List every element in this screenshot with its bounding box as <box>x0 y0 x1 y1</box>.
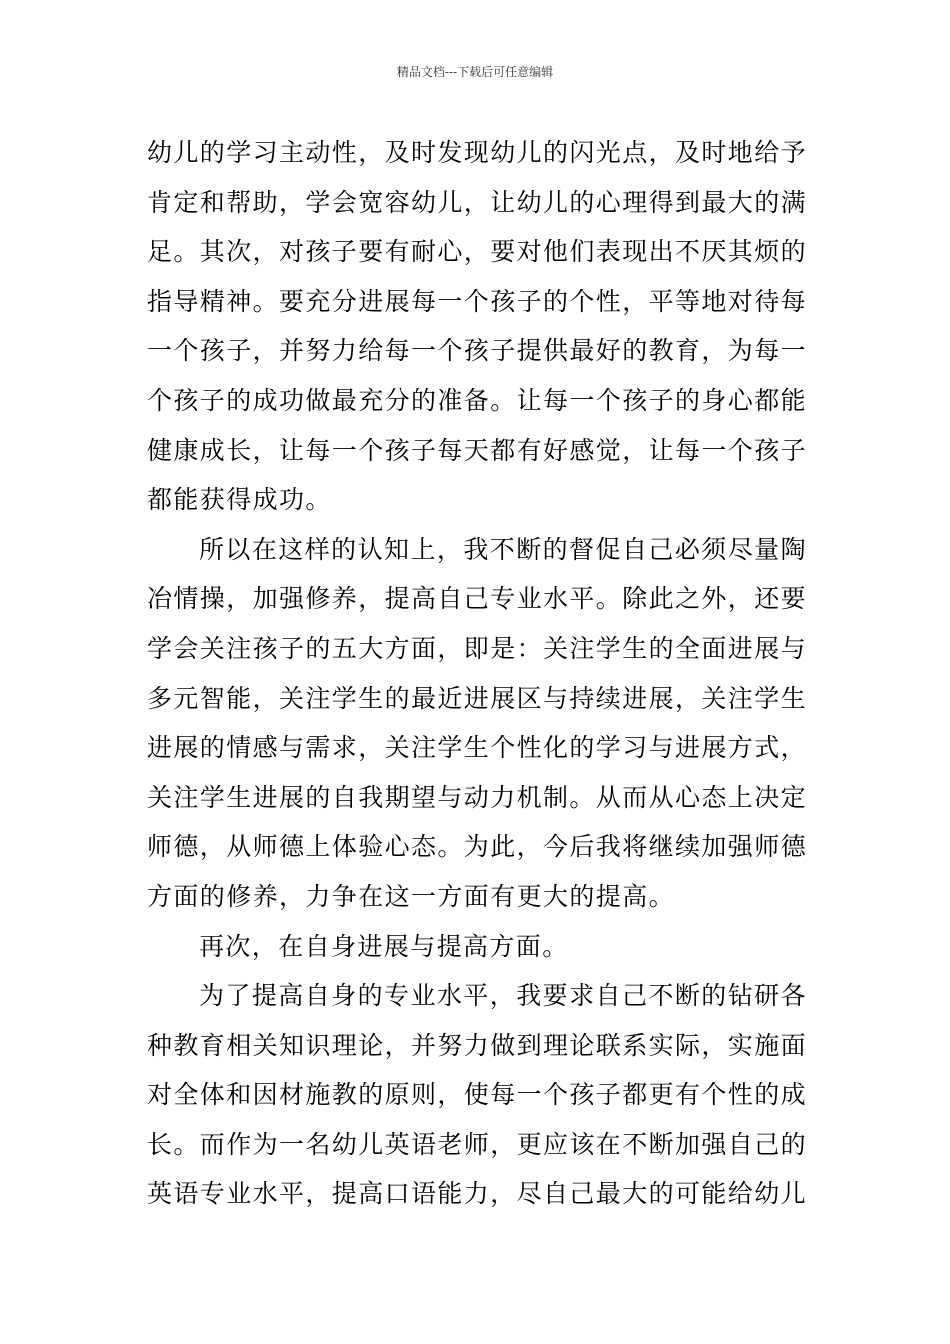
page-header: 精品文档---下载后可任意编辑 <box>396 65 554 79</box>
paragraph-3: 再次，在自身进展与提高方面。 <box>199 931 569 961</box>
paragraph-2: 所以在这样的认知上，我不断的督促自己必须尽量陶冶情操，加强修养，提高自己专业水平。除此之外，还要学会关注孩子的五大方面，即是：关注学生的全面进展与多元智能，关注学生的最近进展区与持续进展，关注学生进展的情感与需求，关注学生个性化的学习与进展方式，关注学生进展的自我期望与动力机制。从而从心态上决定师德，从师德上体验心态。为此，今后我将继续加强师德方面的修养，力争在这一方面有更大的提高。 <box>147 534 808 911</box>
paragraph-4: 为了提高自身的专业水平，我要求自己不断的钻研各种教育相关知识理论，并努力做到理论联系实际，实施面对全体和因材施教的原则，使每一个孩子都更有个性的成长。而作为一名幼儿英语老师，更应该在不断加强自己的英语专业水平，提高口语能力，尽自己最大的可能给幼儿 <box>147 981 808 1209</box>
document-body <box>147 128 807 1219</box>
paragraph-1: 幼儿的学习主动性，及时发现幼儿的闪光点，及时地给予肯定和帮助，学会宽容幼儿，让幼儿的心理得到最大的满足。其次，对孩子要有耐心，要对他们表现出不厌其烦的指导精神。要充分进展每一个孩子的个性，平等地对待每一个孩子，并努力给每一个孩子提供最好的教育，为每一个孩子的成功做最充分的准备。让每一个孩子的身心都能健康成长，让每一个孩子每天都有好感觉，让每一个孩子都能获得成功。 <box>147 138 808 515</box>
